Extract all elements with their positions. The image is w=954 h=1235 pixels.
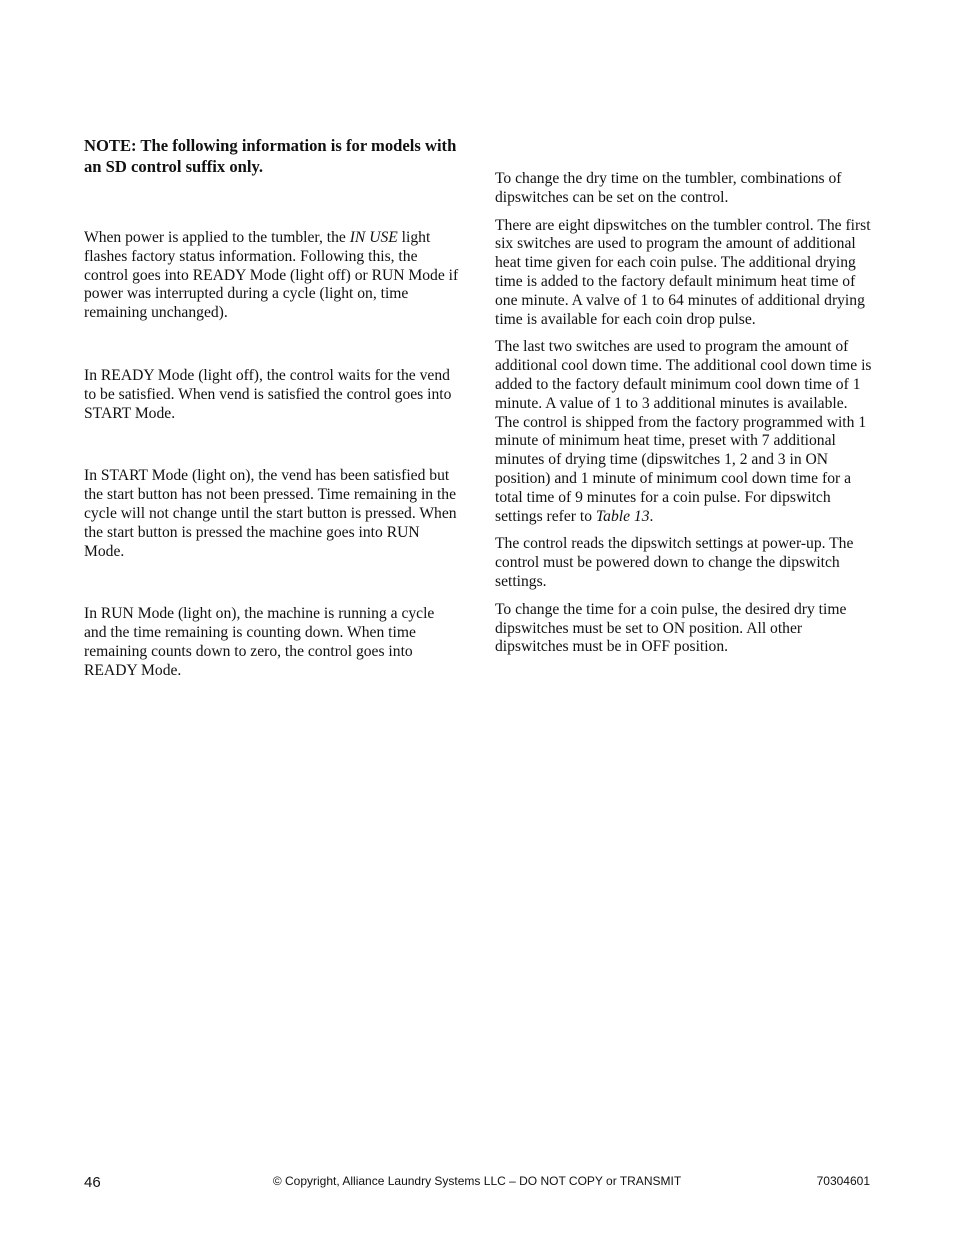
coin-pulse-paragraph: To change the time for a coin pulse, the desired dry time dipswitches must be set to ON position. All other dipswitches must be in OFF position.	[495, 600, 847, 656]
run-mode-paragraph: In RUN Mode (light on), the machine is running a cycle and the time remaining is counting down. When time remaining counts down to zero, the control goes into READY Mode.	[84, 605, 435, 679]
right-column	[495, 170, 873, 666]
left-column	[84, 135, 459, 681]
page-footer	[84, 1172, 870, 1194]
copyright-notice: © Copyright, Alliance Laundry Systems LLC – DO NOT COPY or TRANSMIT	[272, 1174, 682, 1188]
page-number: 46	[84, 1174, 101, 1191]
in-use-emphasis: IN USE	[349, 229, 398, 246]
power-up-paragraph: When power is applied to the tumbler, the IN USE light flashes factory status information. Following this, the control goes into READY Mode (light off) or RUN Mode if power was interrupted during a cycle (light on, time remaining unchanged).	[84, 229, 459, 322]
sd-control-note: NOTE: The following information is for models with an SD control suffix only.	[84, 136, 457, 176]
ready-mode-paragraph: In READY Mode (light off), the control waits for the vend to be satisfied. When vend is satisfied the control goes into START Mode.	[84, 366, 452, 422]
dipswitch-cool-paragraph: The last two switches are used to program the amount of additional cool down time. The additional cool down time is added to the factory default minimum cool down time of 1 minute. A value of 1 to 3 additional minutes is available. The control is shipped from the factory programmed with 1 minute of minimum heat time, preset with 7 additional minutes of drying time (dipswitches 1, 2 and 3 in ON position) and 1 minute of minimum cool down time for a total time of 9 minutes for a coin pulse. For dipswitch settings refer to Table 13.	[495, 338, 872, 525]
start-mode-paragraph: In START Mode (light on), the vend has been satisfied but the start button has not been pressed. Time remaining in the cycle will not change until the start button is pressed. When the start button is pressed the machine goes into RUN Mode.	[84, 467, 457, 560]
power-up-read-paragraph: The control reads the dipswitch settings at power-up. The control must be powered down to change the dipswitch settings.	[495, 535, 854, 590]
table-reference[interactable]: Table 13	[595, 507, 650, 525]
dry-time-intro-paragraph: To change the dry time on the tumbler, combinations of dipswitches can be set on the control.	[495, 170, 842, 206]
dipswitch-heat-paragraph: There are eight dipswitches on the tumbler control. The first six switches are used to program the amount of additional heat time given for each coin pulse. The additional drying time is added to the factory default minimum heat time of one minute. A valve of 1 to 64 minutes of additional drying time is available for each coin drop pulse.	[495, 216, 871, 328]
document-number: 70304601	[816, 1174, 870, 1188]
